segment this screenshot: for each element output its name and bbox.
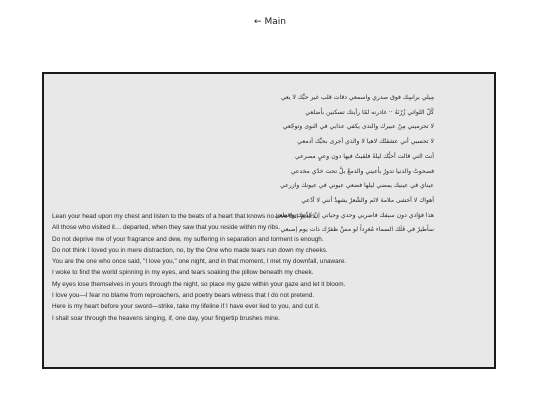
english-line: Do not deprive me of your fragrance and dew, my suffering in separation and torment is enough. bbox=[52, 235, 324, 243]
arabic-line: عيناي في عينيك يمضي ليلها فضعي عيوني في عيونك وازرعي bbox=[280, 182, 434, 190]
arabic-line: لا تحرميني مِنْ عبيرك والندى يكفي عذابي في النوى وتوجّعي bbox=[282, 123, 434, 131]
english-line: Here is my heart before your sword—strike, take my lifeline if I have ever lied to you, and cut it. bbox=[52, 303, 320, 311]
arabic-line: أنتَ التي قالت أحبُّك ليلةً فلقيتُ فيها دون وعيٍ مصرعي bbox=[295, 152, 434, 160]
arabic-line: سأطيرُ في فَلَك السماء مُغرِداً لو مسَّ ظفرُك ذات يوم إصبعي bbox=[280, 226, 434, 234]
english-line: I shall soar through the heavens singing, if, one day, your fingertip brushes mine. bbox=[52, 314, 280, 322]
english-line: I love you—I fear no blame from reproachers, and poetry bears witness that I do not pretend. bbox=[52, 292, 315, 300]
english-line: You are the one who once said, "I love you," one night, and in that moment, I met my downfall, unaware. bbox=[52, 258, 347, 266]
back-to-main-link[interactable]: ← Main bbox=[254, 17, 286, 27]
english-line: Lean your head upon my chest and listen to the beats of a heart that knows no love but yours. bbox=[52, 213, 318, 220]
arabic-line: فصحوتُ والدنيا تدورُ بأعيني والدمعُ بلَّ تحت خدّي مخدعي bbox=[290, 167, 434, 175]
poem-container bbox=[42, 72, 496, 369]
arabic-line: كُلّ اللواتي زُرْنَهُ ·· غادرنه لمّا رأينك تسكنين بأضلعي bbox=[305, 108, 434, 116]
arabic-line: هذا فؤادي دون سيفك فاضربي وحدي وحياتي إنْ كذّبتِك واقطعي bbox=[274, 211, 434, 219]
english-line: I woke to find the world spinning in my eyes, and tears soaking the pillow beneath my cheek. bbox=[52, 269, 314, 277]
english-translation bbox=[52, 211, 488, 324]
arabic-line: مِيلي براسِك فوق صدري واسمعي دقات قلب غير حبِّك لا يعي bbox=[280, 94, 434, 101]
arabic-line: لا تحسبي أني عشقتُك لاهيا لا والذي أجرى بحبِّك أدمعي bbox=[297, 138, 434, 146]
english-line: Do not think I loved you in mere distraction, no, by the One who made tears run down my cheeks. bbox=[52, 246, 328, 254]
english-line: My eyes lose themselves in yours through the night, so place my gaze within your gaze and let it bloom. bbox=[52, 280, 346, 288]
arabic-line: أهواك لا أخشى ملامةَ لائم والشّعرُ يشهدُ أنني لا أدّعي bbox=[301, 196, 434, 204]
english-line: All those who visited it… departed, when they saw that you reside within my ribs. bbox=[52, 224, 281, 232]
